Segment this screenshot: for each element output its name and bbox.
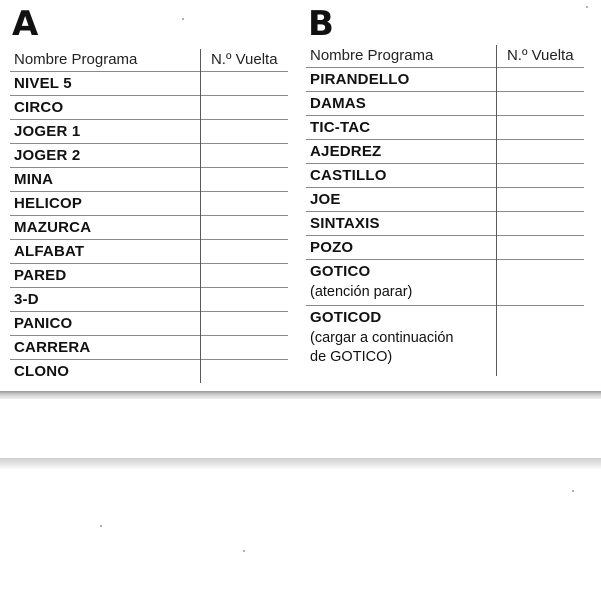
table-row [10,264,288,288]
paper-speck [243,550,245,552]
table-row [306,306,584,377]
lap-number-cell [496,260,584,306]
program-name: CARRERA [10,336,200,360]
table-row [10,192,288,216]
table-row [306,260,584,306]
program-name: POZO [306,236,496,260]
side-a-program-table [10,49,288,383]
lap-number-cell [496,188,584,212]
program-name: DAMAS [306,92,496,116]
column-header-lap: N.º Vuelta [496,45,584,68]
table-row [306,92,584,116]
paper-speck [572,490,574,492]
table-row [10,120,288,144]
table-row [306,236,584,260]
table-row [10,168,288,192]
paper-speck [182,18,184,20]
program-name: NIVEL 5 [10,72,200,96]
column-header-lap: N.º Vuelta [200,49,288,72]
lap-number-cell [496,68,584,92]
table-row [10,360,288,384]
table-header-row [10,49,288,72]
side-b-program-table [306,45,584,376]
program-name: GOTICOD [310,309,382,326]
table-row [10,288,288,312]
lap-number-cell [200,168,288,192]
table-row [10,336,288,360]
program-name: CLONO [10,360,200,384]
program-name: PIRANDELLO [306,68,496,92]
program-entry [306,260,496,306]
program-name: 3-D [10,288,200,312]
table-row [306,188,584,212]
lap-number-cell [200,312,288,336]
table-row [10,216,288,240]
program-entry [306,306,496,377]
lap-number-cell [200,264,288,288]
lap-number-cell [496,306,584,377]
table-row [306,164,584,188]
program-name: JOGER 1 [10,120,200,144]
column-header-name: Nombre Programa [310,47,434,64]
program-name: JOGER 2 [10,144,200,168]
table-row [306,68,584,92]
program-name: JOE [306,188,496,212]
lap-number-cell [200,120,288,144]
program-name: PANICO [10,312,200,336]
lap-number-cell [200,360,288,384]
paper-speck [100,525,102,527]
lap-number-cell [496,92,584,116]
lap-number-cell [200,72,288,96]
table-row [10,144,288,168]
lap-number-cell [200,288,288,312]
paper-speck [586,6,588,8]
side-b-heading: B [308,4,334,44]
program-note: (cargar a continuación [310,330,454,346]
program-name: CASTILLO [306,164,496,188]
lap-number-cell [200,192,288,216]
lap-number-cell [200,240,288,264]
table-row [10,72,288,96]
table-row [10,96,288,120]
table-row [306,212,584,236]
program-name: TIC-TAC [306,116,496,140]
lap-number-cell [496,212,584,236]
lap-number-cell [496,164,584,188]
program-name: CIRCO [10,96,200,120]
lap-number-cell [200,216,288,240]
lap-number-cell [200,96,288,120]
lap-number-cell [200,144,288,168]
program-name: PARED [10,264,200,288]
table-row [10,312,288,336]
program-name: AJEDREZ [306,140,496,164]
program-note: (atención parar) [310,284,413,300]
program-name: SINTAXIS [306,212,496,236]
program-note: de GOTICO) [310,349,393,365]
table-header-row [306,45,584,68]
program-name: MINA [10,168,200,192]
side-a-heading: A [12,4,39,44]
lap-number-cell [200,336,288,360]
lap-number-cell [496,140,584,164]
paper-fold-line [0,458,601,470]
column-header-name: Nombre Programa [14,51,138,68]
program-name: GOTICO [310,263,371,280]
table-row [10,240,288,264]
program-name: HELICOP [10,192,200,216]
paper-fold-line [0,391,601,399]
program-name: MAZURCA [10,216,200,240]
table-row [306,116,584,140]
program-name: ALFABAT [10,240,200,264]
lap-number-cell [496,236,584,260]
lap-number-cell [496,116,584,140]
table-row [306,140,584,164]
